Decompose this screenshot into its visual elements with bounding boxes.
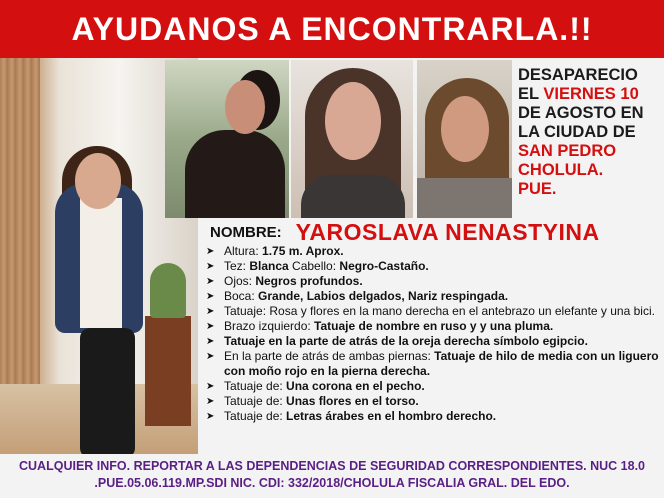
- description-item: ➤ Ojos: Negros profundos.: [206, 274, 363, 288]
- description-item: ➤ Boca: Grande, Labios delgados, Nariz respingada.: [206, 289, 509, 303]
- description-item: ➤ Tatuaje en la parte de atrás de la oreja derecha símbolo egipcio.: [206, 334, 588, 348]
- person-name: YAROSLAVA NENASTYINA: [295, 218, 600, 245]
- description-list: [204, 244, 664, 424]
- footer-line: .PUE.05.06.119.MP.SDI NIC. CDI: 332/2018/CHOLULA FISCALIA GRAL. DEL EDO.: [94, 476, 570, 490]
- arrow-bullet-icon: ➤: [206, 306, 215, 317]
- photo-3: [291, 60, 413, 218]
- arrow-bullet-icon: ➤: [206, 261, 215, 272]
- arrow-bullet-icon: ➤: [206, 381, 215, 392]
- disappearance-line: LA CIUDAD DE: [518, 123, 636, 141]
- arrow-bullet-icon: ➤: [206, 246, 215, 257]
- footer-contact: [0, 458, 664, 492]
- arrow-bullet-icon: ➤: [206, 276, 215, 287]
- disappearance-line: [518, 85, 664, 104]
- disappearance-day: VIERNES 10: [543, 85, 639, 103]
- disappearance-place: PUE.: [518, 180, 557, 198]
- footer-line: CUALQUIER INFO. REPORTAR A LAS DEPENDENCIAS DE SEGURIDAD CORRESPONDIENTES. NUC 18.0: [19, 459, 645, 473]
- description-item: ➤ Tatuaje: Rosa y flores en la mano derecha en el antebrazo un elefante y una bici.: [206, 304, 655, 318]
- disappearance-place: SAN PEDRO: [518, 142, 617, 160]
- disappearance-info: [518, 66, 664, 199]
- arrow-bullet-icon: ➤: [206, 321, 215, 332]
- disappearance-text: EL: [518, 85, 544, 103]
- description-item: ➤ Brazo izquierdo: Tatuaje de nombre en ruso y y una pluma.: [206, 319, 554, 333]
- description-item: ➤ Tez: Blanca Cabello: Negro-Castaño.: [206, 259, 429, 273]
- arrow-bullet-icon: ➤: [206, 336, 215, 347]
- description-item: ➤ Tatuaje de: Letras árabes en el hombro derecho.: [206, 409, 497, 423]
- disappearance-line: DESAPARECIO: [518, 66, 638, 84]
- description-item: ➤ En la parte de atrás de ambas piernas: Tatuaje de hilo de media con un liguero con moño rojo en la pierna derecha.: [206, 349, 659, 378]
- description-item: ➤ Tatuaje de: Una corona en el pecho.: [206, 379, 425, 393]
- description-item: ➤ Altura: 1.75 m. Aprox.: [206, 244, 344, 258]
- arrow-bullet-icon: ➤: [206, 351, 215, 362]
- photo-4: [417, 60, 512, 218]
- name-row: [210, 219, 664, 245]
- name-label: NOMBRE:: [210, 223, 282, 241]
- arrow-bullet-icon: ➤: [206, 396, 215, 407]
- photo-2: [165, 60, 289, 218]
- banner-title: AYUDANOS A ENCONTRARLA.!!: [0, 0, 664, 58]
- arrow-bullet-icon: ➤: [206, 411, 215, 422]
- disappearance-place: CHOLULA.: [518, 161, 604, 179]
- arrow-bullet-icon: ➤: [206, 291, 215, 302]
- description-item: ➤ Tatuaje de: Unas flores en el torso.: [206, 394, 419, 408]
- disappearance-line: DE AGOSTO EN: [518, 104, 644, 122]
